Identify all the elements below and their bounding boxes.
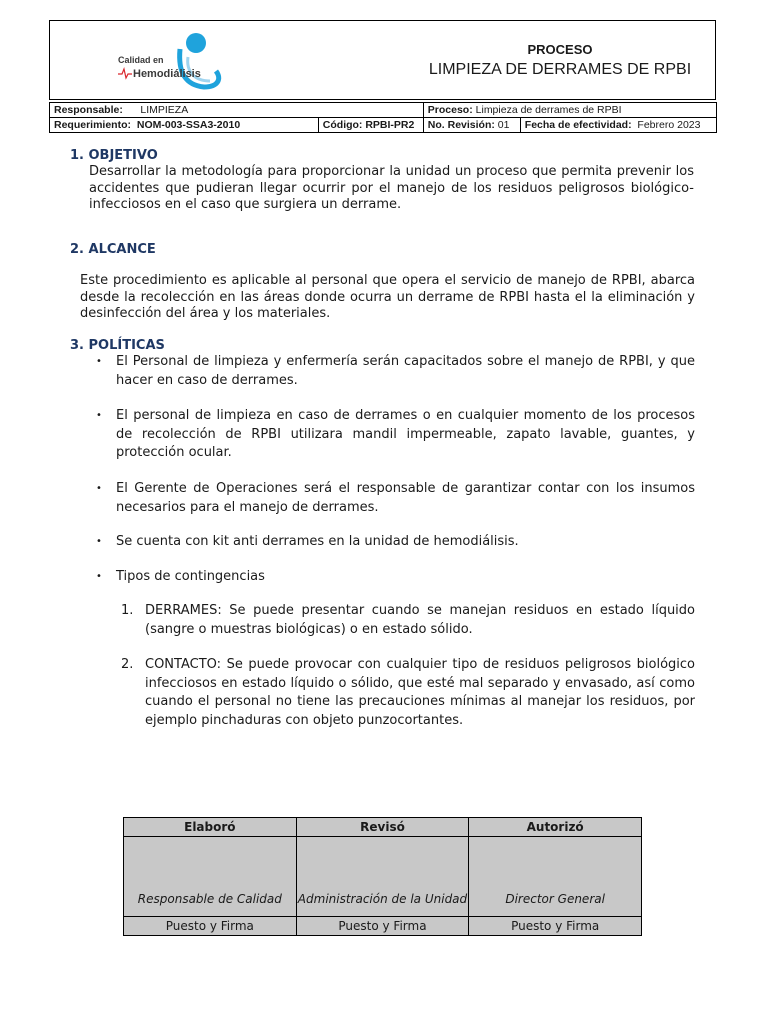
numbered-item-1: DERRAMES: Se puede presentar cuando se manejan residuos en estado líquido (sangre o muestras biológicas) o en estado sólido. bbox=[145, 603, 695, 637]
objetivo-heading: 1. OBJETIVO bbox=[70, 148, 158, 163]
info-table bbox=[49, 102, 717, 133]
alcance-text: Este procedimiento es aplicable al personal que opera el servicio de manejo de RPBI, abarca desde la recolección en las áreas donde ocurra un derrame de RPBI hasta el la eliminación y desinfección del área y los materiales. bbox=[80, 273, 695, 321]
alcance-heading: 2. ALCANCE bbox=[70, 242, 156, 257]
numbered-num-2: 2. bbox=[121, 657, 134, 672]
responsable-label: Responsable: bbox=[54, 104, 123, 116]
sig-footer-2: Puesto y Firma bbox=[296, 917, 469, 936]
requerimiento-value: NOM-003-SSA3-2010 bbox=[136, 119, 241, 131]
bullet-dot: • bbox=[96, 483, 102, 494]
sig-role-director: Director General bbox=[469, 837, 642, 917]
bullet-item-5: Tipos de contingencias bbox=[116, 569, 265, 584]
bullet-item-3: El Gerente de Operaciones será el responsable de garantizar contar con los insumos necesarios para el manejo de derrames. bbox=[116, 481, 695, 515]
codigo-cell: Código: RPBI-PR2 bbox=[318, 118, 423, 133]
bullet-item-1: El Personal de limpieza y enfermería serán capacitados sobre el manejo de RPBI, y que hacer en caso de derrames. bbox=[116, 354, 695, 388]
proceso-cell bbox=[423, 103, 716, 118]
bullet-dot: • bbox=[96, 536, 102, 547]
sig-role-calidad: Responsable de Calidad bbox=[124, 837, 297, 917]
sig-header-elaboro: Elaboró bbox=[124, 818, 297, 837]
sig-footer-3: Puesto y Firma bbox=[469, 917, 642, 936]
responsable-value: LIMPIEZA bbox=[140, 104, 189, 116]
fecha-label: Fecha de efectividad: bbox=[524, 119, 632, 131]
bullet-item-2: El personal de limpieza en caso de derrames o en cualquier momento de los procesos de recolección de RPBI utilizara mandil impermeable, zapato lavable, guantes, y protección ocular. bbox=[116, 408, 695, 460]
requerimiento-label: Requerimiento: bbox=[54, 119, 132, 131]
bullet-item-4: Se cuenta con kit anti derrames en la unidad de hemodiálisis. bbox=[116, 534, 519, 549]
signature-table bbox=[123, 817, 642, 936]
bullet-dot: • bbox=[96, 356, 102, 367]
hemodialisis-logo bbox=[118, 31, 228, 93]
revision-label: No. Revisión: bbox=[427, 119, 495, 131]
revision-value: 01 bbox=[497, 119, 510, 131]
sig-header-reviso: Revisó bbox=[296, 818, 469, 837]
document-header bbox=[49, 20, 716, 100]
process-title: LIMPIEZA DE DERRAMES DE RPBI bbox=[428, 61, 692, 78]
fecha-cell bbox=[520, 118, 716, 133]
numbered-item-2: CONTACTO: Se puede provocar con cualquier tipo de residuos peligrosos biológico infecciosos en estado líquido o sólido, que esté mal separado y envasado, así como cuando el personal no tiene las precauciones mínimas al manejar los residuos, por ejemplo pinchaduras con objeto punzocortantes. bbox=[145, 657, 695, 728]
revision-cell bbox=[423, 118, 520, 133]
sig-header-autorizo: Autorizó bbox=[469, 818, 642, 837]
requerimiento-cell bbox=[50, 118, 319, 133]
sig-footer-1: Puesto y Firma bbox=[124, 917, 297, 936]
objetivo-text: Desarrollar la metodología para proporcionar la unidad un proceso que permita prevenir los accidentes que pudieran llegar ocurrir por el manejo de los residuos peligrosos biológico- infecciosos en el caso que surgiera un derrame. bbox=[89, 164, 694, 212]
numbered-num-1: 1. bbox=[121, 603, 134, 618]
logo-text-top: Calidad en bbox=[118, 55, 164, 65]
proceso-label: Proceso: bbox=[427, 104, 473, 116]
responsable-cell bbox=[50, 103, 424, 118]
logo-text-bottom: Hemodiálisis bbox=[133, 68, 201, 80]
politicas-heading: 3. POLÍTICAS bbox=[70, 338, 165, 353]
fecha-value: Febrero 2023 bbox=[637, 119, 701, 131]
bullet-dot: • bbox=[96, 571, 102, 582]
bullet-dot: • bbox=[96, 410, 102, 421]
process-label: PROCESO bbox=[527, 42, 593, 57]
sig-role-administracion: Administración de la Unidad bbox=[296, 837, 469, 917]
proceso-value: Limpieza de derrames de RPBI bbox=[475, 104, 622, 116]
